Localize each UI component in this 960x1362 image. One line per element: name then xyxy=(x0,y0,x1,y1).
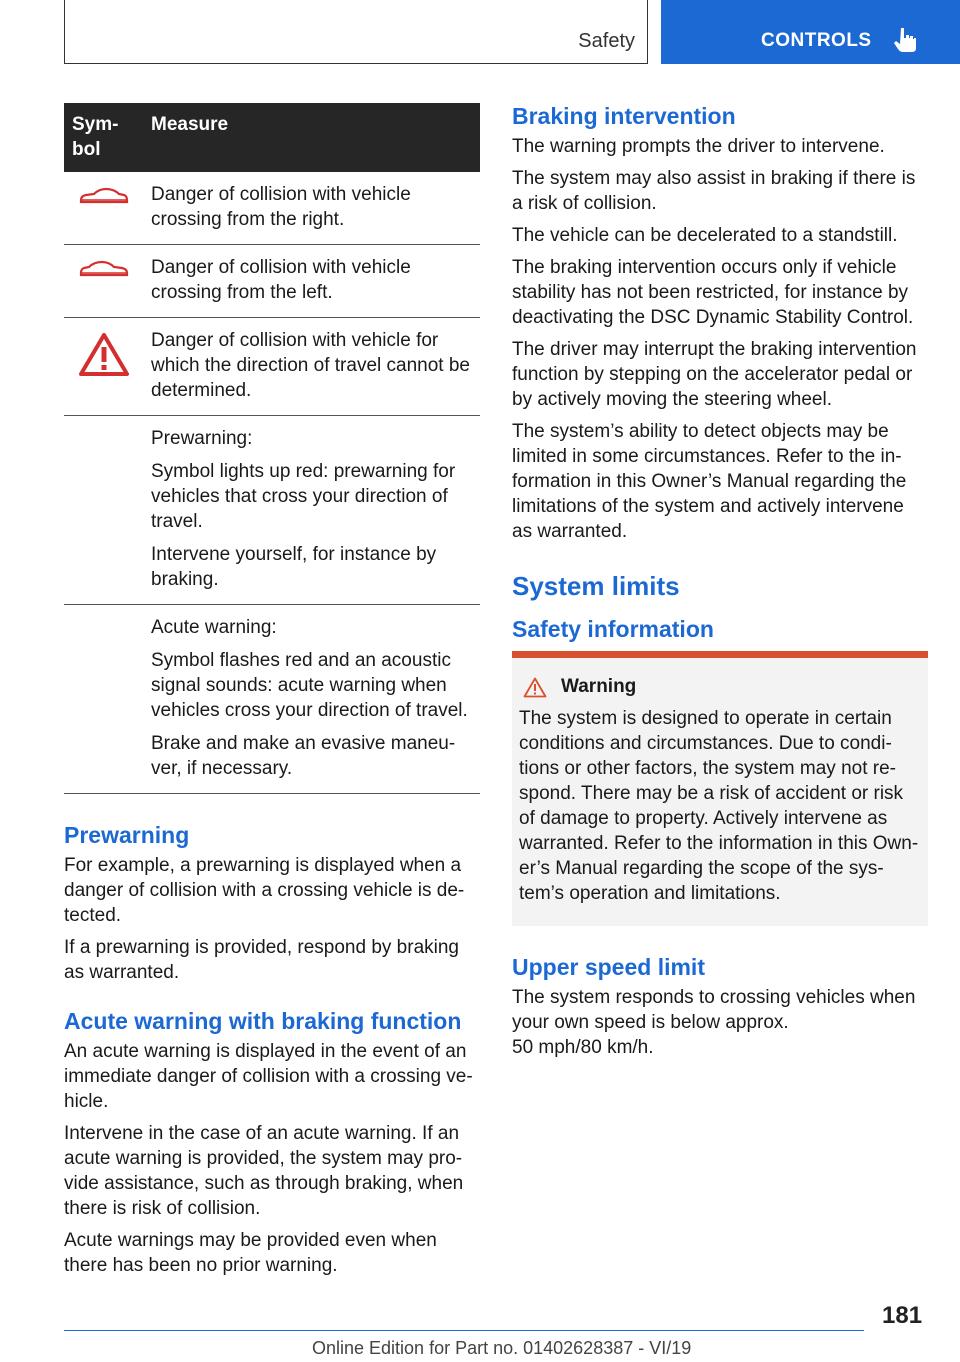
measure-cell xyxy=(143,172,480,245)
braking-text: The braking intervention occurs only if vehicle stability has not been restricted, for instance by deactivating the DSC Dynamic Stability Control. xyxy=(512,257,914,328)
measure-text: Danger of collision with vehicle for which the direction of travel cannot be determined. xyxy=(151,330,470,401)
symbol-cell xyxy=(64,605,143,794)
table-header-measure: Measure xyxy=(143,103,480,172)
measure-text: Intervene yourself, for instance by braking. xyxy=(151,544,437,590)
section-title: Safety xyxy=(578,30,635,52)
chapter-tab-label: CONTROLS xyxy=(761,30,872,51)
footer-edition: Online Edition for Part no. 01402628387 - VI/19 xyxy=(312,1338,692,1358)
acute-warning-heading: Acute warning with braking function xyxy=(64,1008,462,1034)
measure-cell xyxy=(143,245,480,318)
warning-label: Warning xyxy=(561,676,637,697)
measure-cell xyxy=(143,605,480,794)
car-left-icon xyxy=(78,259,130,281)
symbol-cell xyxy=(64,318,143,416)
symbol-cell xyxy=(64,245,143,318)
acute-warning-text: Intervene in the case of an acute warning. If an acute warning is provided, the system may pro-vide assistance, such as through braking, when there is risk of collision. xyxy=(64,1123,464,1219)
acute-warning-text: An acute warning is displayed in the event of an immediate danger of collision with a crossing ve-hicle. xyxy=(64,1041,473,1112)
speed-limit-heading: Upper speed limit xyxy=(512,954,705,980)
pointing-hand-icon xyxy=(893,26,917,54)
measure-cell xyxy=(143,416,480,605)
braking-text: The system’s ability to detect objects may be limited in some circumstances. Refer to the in-formation in this Owner’s Manual regarding the limitations of the system and actively intervene as warranted. xyxy=(512,421,907,542)
chapter-tab[interactable] xyxy=(661,0,960,64)
warning-box xyxy=(512,651,928,926)
warning-triangle-icon xyxy=(523,677,547,698)
measure-text: Danger of collision with vehicle crossing from the left. xyxy=(151,257,411,303)
footer-divider xyxy=(64,1330,864,1331)
header-section-box xyxy=(64,0,648,64)
speed-limit-value: 50 mph/80 km/h. xyxy=(512,1037,654,1058)
system-limits-heading: System limits xyxy=(512,571,680,601)
car-right-icon xyxy=(78,186,130,208)
acute-warning-text: Acute warnings may be provided even when there has been no prior warning. xyxy=(64,1230,437,1276)
prewarning-heading: Prewarning xyxy=(64,822,190,848)
braking-text: The system may also assist in braking if there is a risk of collision. xyxy=(512,168,916,214)
braking-heading: Braking intervention xyxy=(512,103,736,129)
table-row xyxy=(64,172,480,245)
braking-text: The vehicle can be decelerated to a standstill. xyxy=(512,225,898,246)
left-column xyxy=(64,103,480,1285)
warning-title xyxy=(519,676,920,698)
table-row xyxy=(64,318,480,416)
page-number: 181 xyxy=(882,1302,923,1329)
table-row xyxy=(64,245,480,318)
table-header-symbol: Sym-bol xyxy=(64,103,143,172)
prewarning-text: If a prewarning is provided, respond by braking as warranted. xyxy=(64,937,460,983)
measure-text: Danger of collision with vehicle crossing from the right. xyxy=(151,184,411,230)
safety-info-heading: Safety information xyxy=(512,616,714,642)
braking-text: The driver may interrupt the braking intervention function by stepping on the accelerator pedal or by actively moving the steering wheel. xyxy=(512,339,917,410)
table-row xyxy=(64,416,480,605)
warning-text: The system is designed to operate in certain conditions and circumstances. Due to condi-tions or other factors, the system may not re-spond. There may be a risk of accident or risk of damage to property. Actively intervene as warranted. Refer to the information in this Own-er’s Manual regarding the scope of the sys-tem’s operation and limitations. xyxy=(519,708,919,904)
measure-text: Symbol lights up red: prewarning for vehicles that cross your direction of travel. xyxy=(151,461,456,532)
symbol-cell xyxy=(64,416,143,605)
symbol-table xyxy=(64,103,480,794)
measure-text: Prewarning: xyxy=(151,428,253,449)
prewarning-text: For example, a prewarning is displayed when a danger of collision with a crossing vehicle is de-tected. xyxy=(64,855,465,926)
measure-text: Brake and make an evasive maneu-ver, if necessary. xyxy=(151,733,456,779)
measure-text: Acute warning: xyxy=(151,617,277,638)
warning-triangle-icon xyxy=(78,332,130,378)
measure-text: Symbol flashes red and an acoustic signal sounds: acute warning when vehicles cross your direction of travel. xyxy=(151,650,468,721)
table-row xyxy=(64,605,480,794)
braking-text: The warning prompts the driver to intervene. xyxy=(512,136,885,157)
measure-cell xyxy=(143,318,480,416)
symbol-cell xyxy=(64,172,143,245)
speed-limit-text: The system responds to crossing vehicles when your own speed is below approx. xyxy=(512,987,916,1033)
right-column xyxy=(512,103,928,1067)
